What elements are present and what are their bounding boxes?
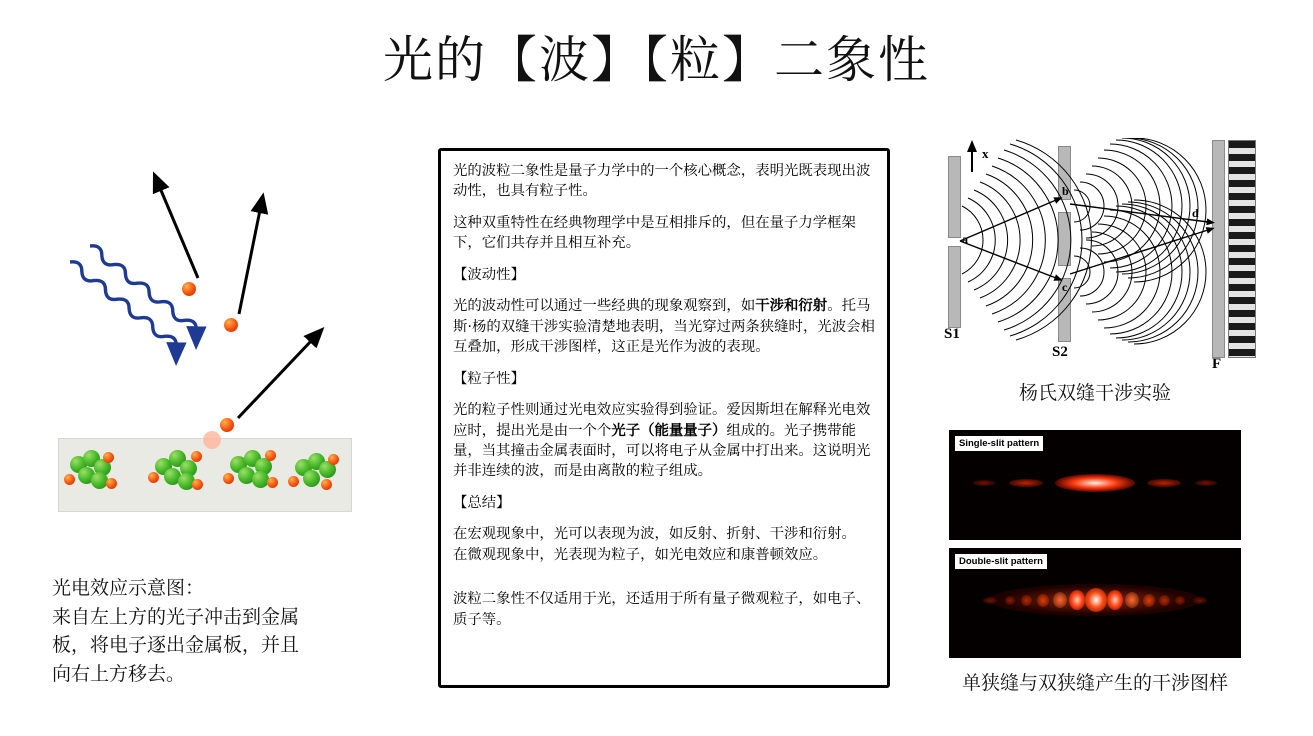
point-label-b: b	[1062, 184, 1069, 198]
patterns-caption: 单狭缝与双狭缝产生的干涉图样	[961, 672, 1228, 694]
paragraph-summary-micro: 在微观现象中，光表现为粒子，如光电效应和康普顿效应。	[453, 546, 828, 563]
particle-text-1: 光的粒子性则通过光电效应实验得到验证。爱因斯坦在解释光电效应时，提出光是由一个个	[453, 402, 871, 439]
paragraph-particle	[453, 400, 875, 482]
caption-line: 板，将电子逐出金属板，并且	[52, 634, 300, 656]
point-label-c: c	[1062, 280, 1068, 294]
particle-text-2: 组成的。光子携带能量，当其撞击金属表面时，可以将电子从金属中打出来。这说明光并非连续的波，而是由离散的粒子组成。	[453, 422, 871, 480]
label-s2: S2	[1052, 344, 1068, 360]
wave-text-bold: 干涉和衍射	[755, 298, 828, 315]
wave-text-2: 。托马斯·杨的双缝干涉实验清楚地表明，当光穿过两条狭缝时，光波会相互叠加，形成干涉图样，这正是光作为波的表现。	[453, 298, 875, 356]
youngs-caption: 杨氏双缝干涉实验	[1018, 382, 1171, 404]
paragraph-summary-macro: 在宏观现象中，光可以表现为波，如反射、折射、干涉和衍射。	[453, 526, 856, 543]
photoelectric-effect-diagram	[52, 150, 352, 530]
explanation-textbox	[438, 148, 890, 688]
heading-summary: 【总结】	[453, 494, 511, 511]
wavefront-arcs	[930, 138, 1260, 373]
double-slit-tag: Double-slit pattern	[955, 554, 1047, 569]
point-label-a: a	[962, 232, 968, 246]
caption-line: 向右上方移去。	[52, 662, 186, 685]
left-column	[52, 150, 392, 685]
photoelectric-vectors	[52, 150, 352, 530]
paragraph-intro: 光的波粒二象性是量子力学中的一个核心概念，表明光既表现出波动性，也具有粒子性。	[453, 163, 871, 200]
youngs-double-slit-diagram	[930, 138, 1260, 373]
heading-particle: 【粒子性】	[453, 370, 525, 387]
page-title: 光的【波】【粒】二象性	[383, 31, 930, 89]
single-slit-pattern	[949, 430, 1241, 540]
label-f: F	[1212, 356, 1222, 372]
caption-line: 光电效应示意图：	[52, 577, 205, 599]
label-s1: S1	[944, 326, 960, 342]
particle-text-bold: 光子（能量量子）	[611, 422, 727, 439]
paragraph-footer: 波粒二象性不仅适用于光，还适用于所有量子微观粒子，如电子、质子等。	[453, 591, 871, 628]
heading-wave: 【波动性】	[453, 266, 525, 283]
pattern-divider	[949, 540, 1241, 548]
point-label-d: d	[1192, 206, 1199, 220]
double-slit-pattern	[949, 548, 1241, 658]
caption-line: 来自左上方的光子冲击到金属	[52, 605, 300, 628]
paragraph-intro2: 这种双重特性在经典物理学中是互相排斥的，但在量子力学框架下，它们共存并且相互补充。	[453, 214, 856, 252]
single-slit-tag: Single-slit pattern	[955, 436, 1043, 451]
paragraph-wave	[453, 296, 875, 357]
axis-label-x: x	[982, 146, 989, 161]
slit-patterns-figure	[949, 430, 1241, 658]
photoelectric-caption	[52, 574, 372, 688]
wave-text-1: 光的波动性可以通过一些经典的现象观察到，如	[453, 298, 756, 315]
